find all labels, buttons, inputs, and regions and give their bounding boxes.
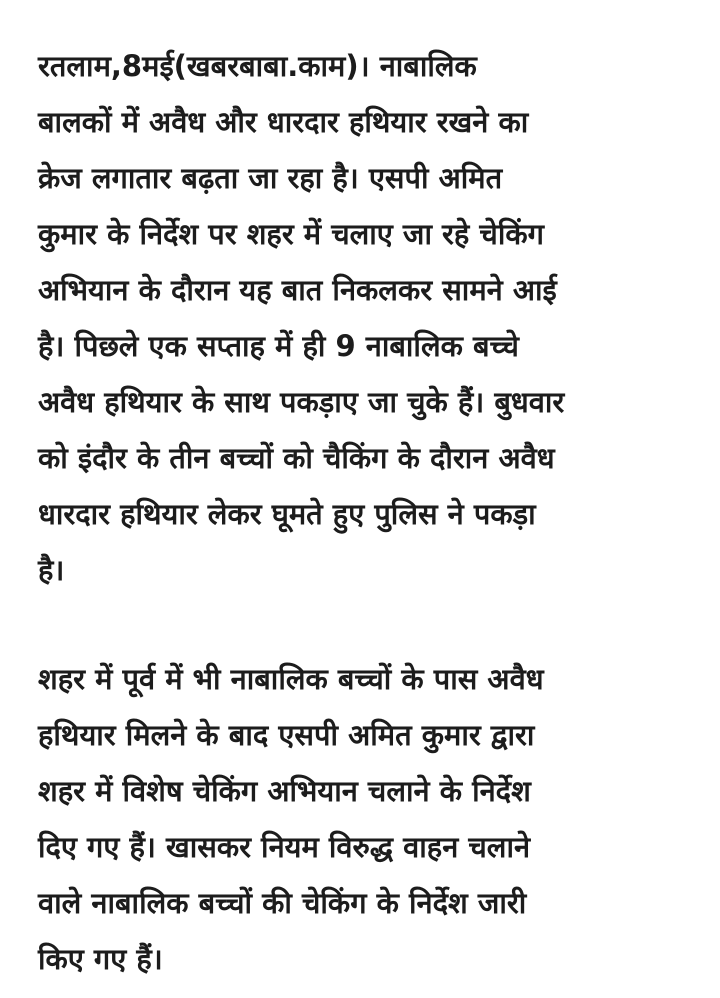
text-line: है। पिछले एक सप्ताह में ही 9 नाबालिक बच्चे: [38, 329, 519, 363]
news-article: [38, 38, 688, 987]
article-paragraph-1: [38, 38, 688, 598]
text-line: अवैध हथियार के साथ पकड़ाए जा चुके हैं। बुधवार: [38, 385, 565, 419]
text-line: शहर में विशेष चेकिंग अभियान चलाने के निर्देश: [38, 774, 531, 808]
paragraph-spacer: [38, 598, 688, 651]
text-line: दिए गए हैं। खासकर नियम विरुद्ध वाहन चलाने: [38, 830, 531, 864]
text-line: क्रेज लगातार बढ़ता जा रहा है। एसपी अमित: [38, 161, 503, 195]
text-line: को इंदौर के तीन बच्चों को चैकिंग के दौरान अवैध: [38, 441, 555, 475]
text-line: रतलाम,8मई(खबरबाबा.काम)। नाबालिक: [38, 49, 477, 83]
text-line: वाले नाबालिक बच्चों की चेकिंग के निर्देश जारी: [38, 886, 527, 920]
text-line: अभियान के दौरान यह बात निकलकर सामने आई: [38, 273, 557, 307]
text-line: हथियार मिलने के बाद एसपी अमित कुमार द्वारा: [38, 718, 535, 752]
text-line: धारदार हथियार लेकर घूमते हुए पुलिस ने पकड़ा: [38, 497, 536, 531]
text-line: किए गए हैं।: [38, 942, 163, 976]
text-line: शहर में पूर्व में भी नाबालिक बच्चों के पास अवैध: [38, 662, 544, 696]
text-line: बालकों में अवैध और धारदार हथियार रखने का: [38, 105, 529, 139]
text-line: है।: [38, 553, 65, 587]
text-line: कुमार के निर्देश पर शहर में चलाए जा रहे चेकिंग: [38, 217, 544, 251]
article-paragraph-2: [38, 651, 688, 987]
